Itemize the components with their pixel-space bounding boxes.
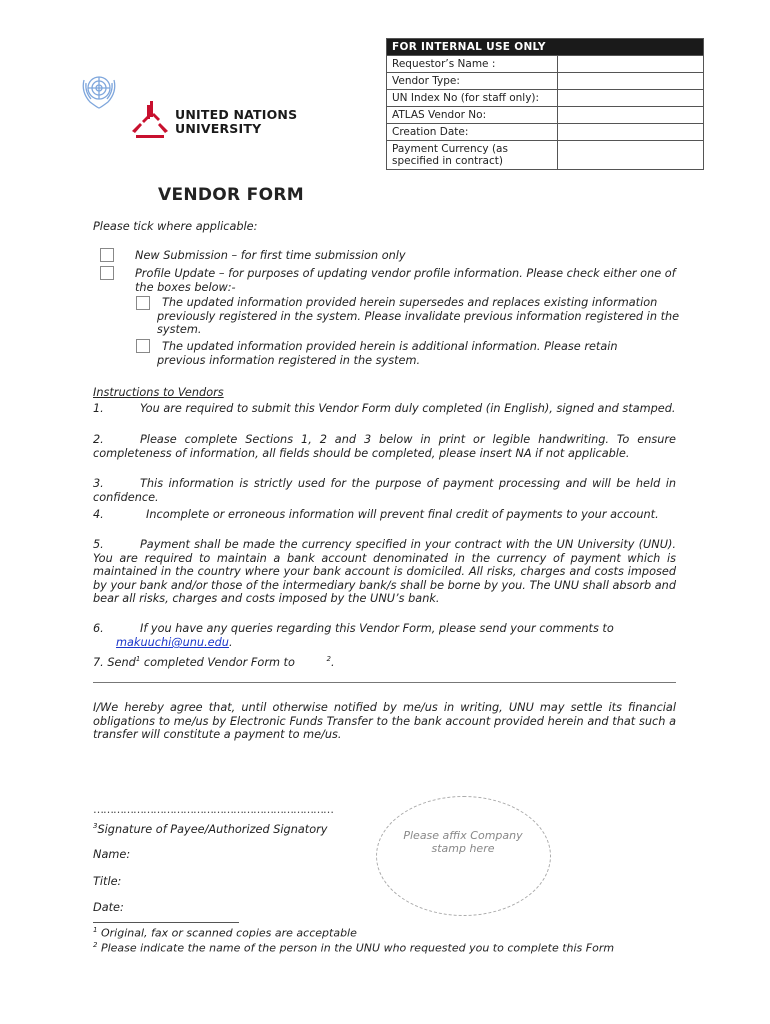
unu-logo-text [175,108,297,136]
signature-label-line [93,820,327,836]
unu-logo-icon [130,99,170,139]
agreement-text: I/We hereby agree that, until otherwise notified by me/us in writing, UNU may settle its financial obligations to me/us by Electronic Funds Transfer to the bank account provided herein and that such a transfer will constitute a payment to me/us. [93,701,676,742]
instruction-7-text: completed Vendor Form to [143,655,295,669]
tick-prompt: Please tick where applicable: [93,220,258,233]
instruction-text-6: If you have any queries regarding this Vendor Form, please send your comments to [140,622,614,635]
new-submission-checkbox[interactable] [100,248,114,262]
footnote-1 [93,926,357,940]
vendor-type-label: Vendor Type: [387,73,558,90]
footnote-1-marker: 1 [93,926,98,934]
signature-line[interactable]: ……………………………………………………………… [93,803,333,816]
footnote-ref-3: 3 [93,822,98,830]
atlas-vendor-field[interactable] [558,107,704,124]
instruction-text-4: Incomplete or erroneous information will prevent final credit of payments to your account. [146,508,659,521]
unu-logo-line1: UNITED NATIONS [175,107,298,122]
un-index-field[interactable] [558,90,704,107]
footnote-2 [93,941,614,955]
profile-update-checkbox[interactable] [100,266,114,280]
email-link[interactable]: makuuchi@unu.edu [116,636,229,649]
creation-date-label: Creation Date: [387,124,558,141]
un-emblem-icon [78,70,120,110]
additional-info-label: The updated information provided herein is additional information. Please retain previous information registered in the system. [157,340,618,367]
company-stamp-area [376,796,551,916]
unu-logo-line2: UNIVERSITY [175,121,262,136]
requestor-name-label: Requestor’s Name : [387,56,558,73]
internal-use-table [386,38,704,170]
footnote-2-marker: 2 [93,941,98,949]
date-label: Date: [93,901,124,914]
instruction-number-2: 2. [93,433,104,446]
instruction-number-6: 6. [93,622,104,635]
new-submission-label: New Submission – for first time submission only [135,249,406,262]
instruction-text-1: You are required to submit this Vendor Form duly completed (in English), signed and stamped. [140,402,676,415]
un-index-label: UN Index No (for staff only): [387,90,558,107]
internal-use-header: FOR INTERNAL USE ONLY [387,39,704,56]
page-title: VENDOR FORM [158,185,304,205]
requestor-name-field[interactable] [558,56,704,73]
supersedes-label: The updated information provided herein supersedes and replaces existing information previously registered in the system. Please invalidate previous information registered in the system. [157,296,680,337]
instruction-number-1: 1. [93,402,104,415]
payment-currency-label: Payment Currency (as specified in contract) [387,141,558,170]
email-period: . [228,636,233,649]
footnote-ref-2: 2 [326,655,331,663]
instruction-number-5: 5. [93,538,104,551]
footnote-2-text: Please indicate the name of the person in the UNU who requested you to complete this Form [100,941,615,955]
stamp-instruction: Please affix Company stamp here [403,829,523,855]
instruction-number-3: 3. [93,477,104,490]
vendor-type-field[interactable] [558,73,704,90]
instructions-heading: Instructions to Vendors [93,386,224,399]
instruction-item-1 [93,402,676,416]
profile-update-label: Profile Update – for purposes of updating vendor profile information. Please check either one of the boxes below:- [135,267,676,294]
creation-date-field[interactable] [558,124,704,141]
instruction-item-7 [93,653,335,669]
instruction-text-2: Please complete Sections 1, 2 and 3 below in print or legible handwriting. To ensure completeness of information, all fields should be completed, please insert NA if not applicable. [93,433,676,460]
supersedes-checkbox[interactable] [136,296,150,310]
title-label: Title: [93,875,122,888]
signature-label: Signature of Payee/Authorized Signatory [97,822,328,836]
footnote-ref-1: 1 [135,655,141,663]
instruction-number-7: 7. [93,655,104,669]
instruction-item-3 [93,477,676,504]
section-divider [93,682,676,683]
instruction-item-2 [93,433,676,460]
atlas-vendor-label: ATLAS Vendor No: [387,107,558,124]
instruction-7-end: . [330,655,335,669]
instruction-7-send: Send [107,655,136,669]
footnote-1-text: Original, fax or scanned copies are acceptable [100,926,357,940]
footnote-divider [93,922,239,923]
instruction-text-3: This information is strictly used for the purpose of payment processing and will be held in confidence. [93,477,676,504]
email-line [116,636,233,650]
instruction-number-4: 4. [93,508,104,521]
instruction-item-6 [93,622,676,636]
instruction-text-5: Payment shall be made the currency specified in your contract with the UN University (UNU). You are required to maintain a bank account denominated in the currency of payment which is maintained in the country where your bank account is domiciled. All risks, charges and costs imposed by your bank and/or those of the intermediary bank/s shall be borne by you. The UNU shall absorb and bear all risks, charges and costs imposed by the UNU’s bank. [93,538,677,605]
instruction-item-5 [93,538,676,606]
name-label: Name: [93,848,131,861]
instruction-item-4 [93,508,676,522]
payment-currency-field[interactable] [558,141,704,170]
additional-info-checkbox[interactable] [136,339,150,353]
